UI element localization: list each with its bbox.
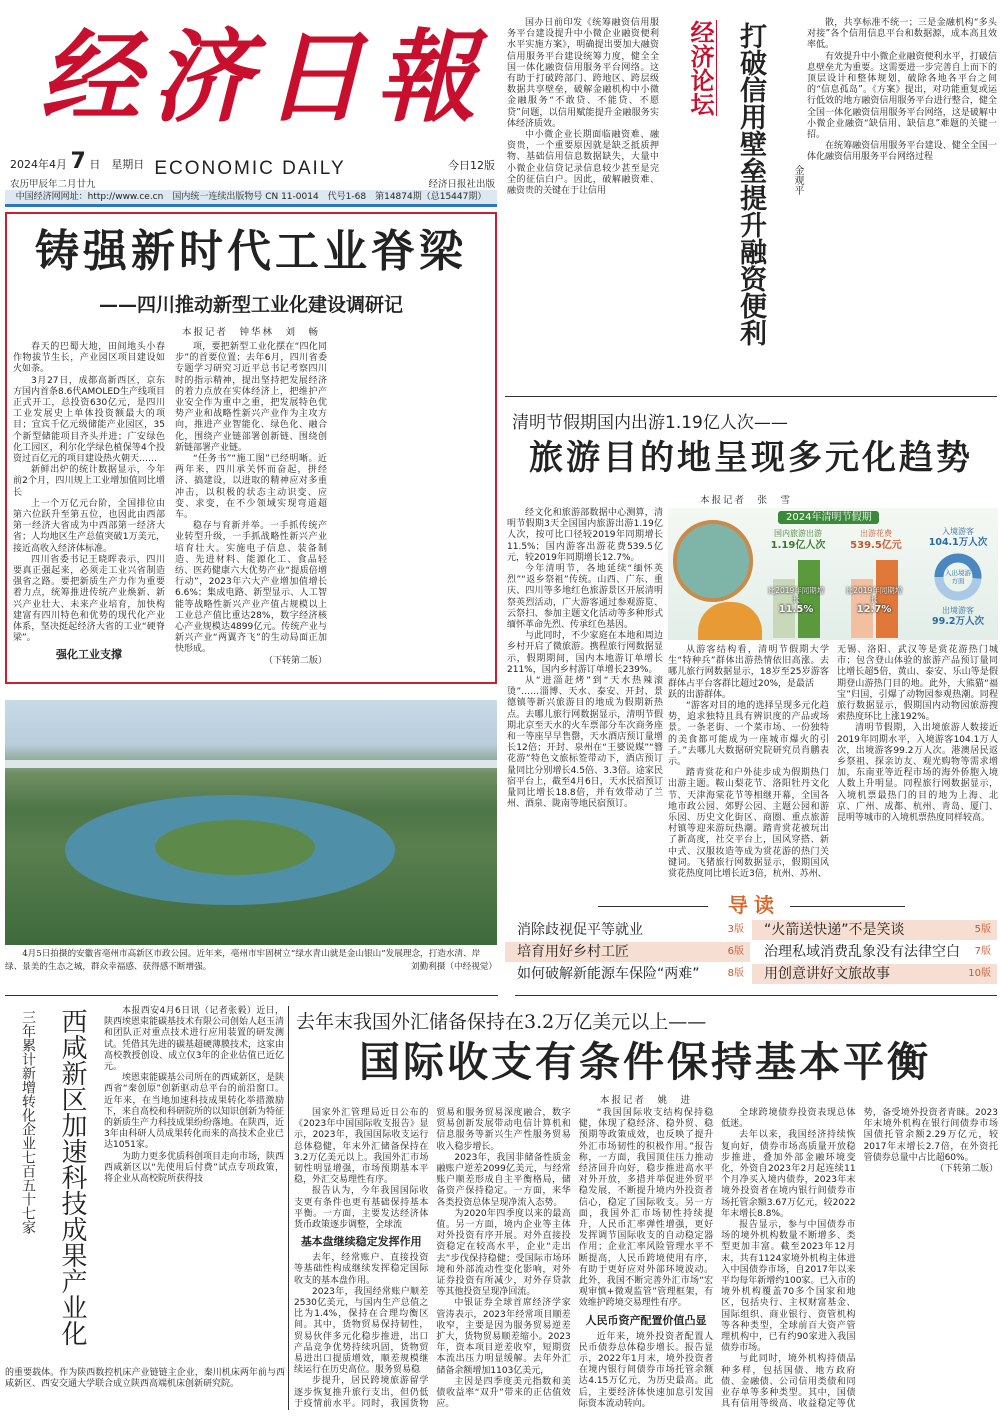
paragraph: 从游客结构看，清明节假期大学生“特种兵”群体出游热情依旧高涨。去哪儿旅行网数据显示，18岁至25岁游客群体占平台客群比超过20%，是最活 <box>668 645 829 689</box>
guide-item-page: 6版 <box>727 946 744 957</box>
column-tag: 经济论坛 <box>686 20 717 116</box>
paragraph: 四川省委书记王晓晖表示，四川要真正强起来，必须走工业兴省制造强省之路。要把新质生产力作为重要着力点，统筹推进传统产业焕新、新兴产业壮大、未来产业培育，加快构建富有四川特色和优势的现代化产业体系，坚决挺起经济大省的工业“硬脊梁”。 <box>13 554 165 644</box>
xixian-kicker: 三年累计新增转化企业七百五十七家 <box>20 1010 36 1234</box>
landscape-window-illustration <box>673 520 753 602</box>
lead-article <box>5 212 497 684</box>
outbound-label: 出境游客 <box>942 606 974 615</box>
tourism-columns-2-3 <box>668 645 998 890</box>
publisher: 经济日报社出版 <box>428 179 495 190</box>
tent-illustration <box>698 602 762 640</box>
date-suffix: 日 <box>89 158 101 171</box>
tourism-infographic <box>668 508 998 640</box>
growth-value: 12.7% <box>856 604 892 615</box>
spend-value: 539.5亿元 <box>850 540 902 551</box>
fx-byline: 本报记者 姚 进 <box>600 1095 693 1106</box>
guide-item-page: 3版 <box>727 924 744 935</box>
trips-growth <box>766 586 826 616</box>
guide-item-title: 用创意讲好文旅故事 <box>764 966 890 982</box>
paragraph: 报告认为，今年我国国际收支更有条件也更有基础保持基本平衡。一方面，主要发达经济体货币政策逐步调整，全球流 <box>294 1186 429 1231</box>
paragraph: 步提升，居民跨境旅游留学逐步恢复推升旅行支出，但仍低于疫情前水平。同时，我国货物贸易和服务贸易深度融合，数字贸易创新发展带动电信计算机和信息服务等新兴生产性服务贸易收入稳步增长。 <box>294 1108 571 1409</box>
growth-label: 比2019年同期增长 <box>845 586 903 604</box>
trips-label: 国内旅游出游 <box>774 529 822 538</box>
commentary-author: 金观平 <box>792 165 803 195</box>
commentary-headline[interactable]: 打破信用壁垒提升融资便利 <box>735 22 766 346</box>
continued-note[interactable]: （下转第二版） <box>934 1164 998 1175</box>
weekday: 星期日 <box>111 158 145 171</box>
outbound-stat <box>920 605 996 627</box>
guide-item-title: 如何破解新能源车保险“两难” <box>517 966 700 982</box>
paragraph: 与此同时，境外机构持债品种多样，包括国债、地方政府债、金融债、公司信用类债和同业存单等多种类型。其中，国债具有信用等级高、收益稳定等优势，备受境外投资者青睐。2023年末境外机构在银行间债券市场国债托管余额2.29万亿元，较2017年末增长2.7倍，在外资托管债券总量中占比超60%。 <box>721 1108 998 1410</box>
guide-item-title: “火箭送快递”不是笑谈 <box>764 922 905 938</box>
paragraph: 国办日前印发《统筹融资信用服务平台建设提升中小微企业融资便利水平实施方案》，明确提出要加大融资信用服务平台建设统筹力度，健全全国一体化融资信用服务平台网络。这有助于打破跨部门、跨地区、跨层级数据共享壁垒，破解金融机构中小微金融服务“不敢贷、不能贷、不愿贷”问题，以信用赋能提升金融服务实体经济质效。 <box>507 18 659 129</box>
guide-item-title: 消除歧视促平等就业 <box>517 922 643 938</box>
paragraph: 国家外汇管理局近日公布的《2023年中国国际收支报告》显示，2023年，我国国际收支运行总体稳健，年末外汇储备保持在3.2万亿美元以上。我国外汇市场韧性明显增强，市场预期基本平稳，外汇交易理性有序。 <box>294 1108 429 1186</box>
date-prefix: 2024年4月 <box>10 158 67 171</box>
guide-rule-right <box>790 906 905 907</box>
paragraph: 稳存与育新并举。一手抓传统产业转型升级，一手抓战略性新兴产业培育壮大。实施电子信息、装备制造、先进材料、能源化工、食品轻纺、医药健康六大优势产业“提质倍增行动”，2023年六大产业增加值增长6.6%；集成电路、新型显示、人工智能等战略性新兴产业产值占规模以上工业总产值比重达28%，数字经济核心产业规模达4899亿元。传统产业与新兴产业“两翼齐飞”的生动局面正加快形成。 <box>175 521 327 655</box>
paragraph: 3月27日，成都高新西区，京东方国内首条8.6代AMOLED生产线项目正式开工，总投资630亿元，是四川工业发展史上单体投资额最大的项目；宜宾千亿元级储能产业园区，35个新型储能项目齐头并进；广安绿色化工园区，利尔化学绿色植保等4个投资过百亿元的项目建设热火朝天…… <box>13 375 165 465</box>
growth-label: 比2019年同期增长 <box>767 586 825 604</box>
trips-value: 1.19亿人次 <box>770 540 826 551</box>
paragraph: 2023年，我国经常账户顺差2530亿美元，与国内生产总值之比为1.4%，保持在合理均衡区间。其中，货物贸易保持韧性，贸易伙伴多元化稳步推进，出口产品竞争优势持续巩固，货物贸易进出口提质增效，顺差规模继续运行在历史高位。服务贸易稳 <box>294 1286 429 1376</box>
paragraph: 从“进淄赶烤”到“天水热辣滚烫”……淄博、天水、泰安、开封、景德镇等新兴旅游目的地成为假期新热点。去哪儿旅行网数据显示，清明节假期北京至天水的火车票部分车次商务座和一等座早早售罄，天水酒店预订量增长12倍；开封、泉州在“王婆说媒”“簪花游”特色文旅标签带动下，酒店预订量同比分别增长4.5倍、3.3倍。途家民宿平台上，截至4月6日，天水民宿预订量同比增长18.8倍，并有效带动了兰州、酒泉、陇南等地民宿预订。 <box>507 676 663 810</box>
photo-credit: 刘勤利摄（中经视觉） <box>411 962 497 972</box>
guide-item-page: 5版 <box>974 924 991 935</box>
paragraph: 新鲜出炉的统计数据显示，今年前2个月，四川规上工业增加值同比增长 <box>13 465 165 498</box>
xixian-bottom-text <box>5 1368 285 1390</box>
road-shape <box>5 760 497 768</box>
paragraph: 有效提升中小微企业融资便利水平，打破信息壁垒尤为重要。这需要进一步完善自上而下的顶层设计和整体规划，破除各地各平台之间的“信息孤岛”。《方案》提出，对功能重复或运行低效的地方融资信用服务平台进行整合，健全全国一体化融资信用服务平台网络，这是破解中小微企业融资“缺信用、缺信息”难题的关键一招。 <box>807 51 997 141</box>
section-subhead: 强化工业支撑 <box>56 648 122 662</box>
donut-label: 入出境游方面 <box>945 569 971 585</box>
lead-headline[interactable]: 铸强新时代工业脊梁 <box>35 226 467 277</box>
continued-note[interactable]: （下转第二版） <box>263 655 327 666</box>
guide-item-page: 8版 <box>727 968 744 979</box>
guide-item-title: 培育用好乡村工匠 <box>517 944 629 960</box>
guide-item-title: 治理私域消费乱象没有法律空白 <box>764 944 960 960</box>
divider <box>515 995 997 996</box>
commentary-left-column <box>507 18 659 197</box>
inbound-stat <box>920 526 996 548</box>
caption-text: 4月5日拍摄的安徽省亳州市高新区市政公园。近年来，亳州市牢固树立“绿水青山就是金山银山”发展理念，打造水清、岸绿、景美的生态之城，群众幸福感、获得感不断增强。 <box>5 949 481 972</box>
english-title: ECONOMIC DAILY <box>154 158 346 179</box>
paragraph: 近年来，境外投资者配置人民币债券总体稳步增长。报告显示，2022年1月末，境外投资者在境内银行间债券市场托管余额达4.15万亿元，为历史最高。此后，主要经济体快速加息引发国际资本流动转向。 <box>578 1331 714 1409</box>
paragraph: “任务书”“施工图”已经明晰。近两年来，四川承关怀而奋起，拼经济、搞建设，以进取的精神应对多重冲击，以积极的状态主动识变、应变、求变，在不少领域实现弯道超车。 <box>175 454 327 521</box>
paragraph: 主因是四季度美元指数和美债收益率“双升”带来的正估值效应。 <box>436 1376 571 1410</box>
guide-item[interactable] <box>752 920 997 940</box>
divider <box>505 396 997 397</box>
guide-item[interactable] <box>505 920 750 940</box>
commentary-right-column <box>807 18 997 164</box>
paragraph: 经文化和旅游部数据中心测算，清明节假期3天全国国内旅游出游1.19亿人次，按可比口径较2019年同期增长11.5%；国内游客出游花费539.5亿元，较2019年同期增长12.7%。 <box>507 508 663 563</box>
tourism-byline: 本报记者 张 雪 <box>700 495 793 506</box>
lead-body <box>13 342 489 678</box>
park-photo <box>5 700 497 945</box>
growth-value: 11.5% <box>778 604 814 615</box>
paragraph: 2023年，我国非储备性质金融账户逆差2099亿美元，与经常账户顺差形成自主平衡格局，储备资产保持稳定。一方面，来华各类投资总体呈现净流入态势。 <box>436 1152 571 1208</box>
info-bar: 中国经济网网址：http://www.ce.cn 国内统一连续出版物号 CN 11-0014 代号1-68 第14874期（总15447期） <box>5 190 497 207</box>
paragraph: 踏青赏花和户外徒步成为假期热门出游主题。鞍山梨花节、洛阳牡丹文化节、天津海棠花节等相继开幕，全国各地市政公园、郊野公园、主题公园和游乐园、历史文化街区、商圈、重点旅游村镇等迎来游玩热潮。踏青赏花被玩出了新高度，社交平台上，国风穿搭、新中式、汉服妆造等成为赏花游的热门关键词。飞猪旅行网数据显示，假期国风赏花热度同比增长近3倍，杭州、苏州、 <box>668 768 829 880</box>
paragraph: “游客对目的地的选择呈现多元化趋势，追求独特且具有辨识度的产品或场景。一条老街、一个菜市场、一份独特的美食都可能成为一座城市爆火的引子。”去哪儿大数据研究院研究员肖鹏表示。 <box>668 701 829 768</box>
trips-stat <box>760 528 836 552</box>
paragraph: 上一个万亿元台阶，全国排位由第六位跃升至第五位，也因此由西部第一经济大省成为中西部第一经济大省；人均地区生产总值突破1万美元，接近高收入经济体标准。 <box>13 498 165 554</box>
paragraph: 清明节假期，入出境旅游人数接近2019年同期水平，入境游客104.1万人次，出境游客99.2万人次。港澳居民返乡祭祖、探亲访友、观光购物等需求增加，东南亚等近程市场的海外侨胞入境人数上升明显。同程旅行网数据显示，入境机票最热门的目的地为上海、北京、广州、成都、杭州、青岛、厦门、昆明等城市的入境机票热度同样较高。 <box>837 723 998 824</box>
paragraph: 项，要把新型工业化摆在“四化同步”的首要位置；去年6月，四川省委专题学习研究习近平总书记考察四川时的指示精神，提出坚持把发展经济的着力点放在实体经济上，把维护产业安全作为重中之重，把发展特色优势产业和战略性新兴产业作为主攻方向，推进产业智能化、绿色化、融合化，围绕产业链部署创新链、围绕创新链部署产业链。 <box>175 342 327 453</box>
photo-caption <box>5 948 497 974</box>
paragraph: 今年清明节，各地延续“缅怀英烈”“返乡祭祖”传统。山西、广东、重庆、四川等多地红色旅游景区开展清明祭英烈活动，广大游客通过参观游览、云祭扫、参加主题文化活动等多种形式缅怀革命先烈、传承红色基因。 <box>507 564 663 631</box>
tourism-headline[interactable]: 旅游目的地呈现多元化趋势 <box>529 438 973 478</box>
inbound-value: 104.1万人次 <box>928 537 988 548</box>
paragraph: “我国国际收支结构保持稳健，体现了稳经济、稳外贸、稳预期等政策成效，也反映了提升外汇市场韧性的积极作用。”报告称，一方面，我国顶住压力推动经济回升向好，稳步推进高水平对外开放，多措并举促进外贸平稳发展，不断提升境内外投资者信心，稳定了国际收支。另一方面，我国外汇市场韧性持续提升，人民币汇率弹性增强，更好发挥调节国际收支的自动稳定器作用；企业汇率风险管理水平不断提高，人民币跨境使用有序，有助于更好应对外部环境波动。此外，我国不断完善外汇市场“宏观审慎+微观监管”管理框架，有效维护跨境交易理性有序。 <box>578 1108 714 1309</box>
paragraph: 中银证券全球首席经济学家管涛表示，2023年经常项目顺差收窄，主要是因为服务贸易逆差扩大，货物贸易顺差缩小。2023年，资本项目逆差收窄，短期资本流出压力明显缓解。去年外汇储备余额增加1103亿美元， <box>436 1298 571 1376</box>
divider <box>5 995 498 996</box>
guide-rule-left <box>598 906 708 907</box>
newspaper-logo: 经济日報 <box>40 18 488 136</box>
paragraph: 全球跨境债券投资表现总体低迷。 <box>721 1108 856 1130</box>
lead-subtitle: ——四川推动新型工业化建设调研记 <box>98 294 403 316</box>
spend-stat <box>838 528 914 552</box>
paragraph: 春天的巴蜀大地，田间地头小春作物拔节生长，产业园区项目建设如火如荼。 <box>13 342 165 375</box>
paragraph: 为助力更多优质科创项目走向市场，陕西西咸新区以“先使用后付费”试点专项政策，将企业从高校院所获得技 <box>104 1151 285 1185</box>
guide-title: 导读 <box>728 893 780 917</box>
guide-item[interactable] <box>752 942 997 962</box>
paragraph: 为2020年四季度以来的最高值。另一方面，境内企业等主体对外投资有序开展。对外直接投资稳定在较高水平，企业“走出去”步伐保持稳健；受国际市场环境和外部流动性变化影响，对外证券投资有所减少，对外存贷款等其他投资呈现净回流。 <box>436 1208 571 1298</box>
lead-byline: 本报记者 钟华林 刘 畅 <box>181 327 320 338</box>
inbound-label: 入境游客 <box>942 527 974 536</box>
paragraph: 与此同时，不少家庭在本地和周边乡村开启了微旅游。携程旅行网数据显示，假期期间，国内本地游订单增长211%，国内乡村游订单增长239%。 <box>507 631 663 675</box>
paragraph: 跃的出游群体。 <box>668 689 732 700</box>
paragraph: 去年以来，我国经济持续恢复向好，债券市场高质量开放稳步推进，叠加外部金融环境变化，外资自2023年2月起连续11个月净买入境内债券，2023年末境外投资者在境内银行间债券市场托管余额3.67万亿元，较2022年末增长8.8%。 <box>721 1130 856 1219</box>
xixian-column <box>104 1006 284 1185</box>
guide-item-page: 7版 <box>974 946 991 957</box>
paragraph: 散，共享标准不统一；三是金融机构“多头对接”各个信用信息平台和数据源，成本高且效率低。 <box>807 18 997 51</box>
tourism-column-1 <box>507 508 663 810</box>
lunar-date: 农历甲辰年二月廿九 <box>10 179 96 190</box>
page-count: 今日12版 <box>448 159 495 172</box>
paragraph: 的重要载体。作为陕西数控机床产业链链主企业，秦川机床两年前与西咸新区、西安交通大学联合成立陕西高端机床创新研究院。 <box>5 1368 285 1390</box>
guide-item[interactable] <box>505 964 750 984</box>
paragraph: 报告显示，参与中国债券市场的境外机构数量不断增多、类型更加丰富。截至2023年12月末，共有1124家境外机构主体进入中国债券市场，自2017年以来平均每年新增约100家。已入市的境外机构覆盖70多个国家和地区，包括央行、主权财富基金、国际组织、商业银行、资管机构等各种类型，全球前百大资产管理机构中，已有约90家进入我国债券市场。 <box>721 1220 856 1354</box>
section-subhead: 人民币资产配置价值凸显 <box>585 1313 707 1327</box>
infographic-banner: 2024年清明节假期 <box>778 511 879 524</box>
paragraph: 中小微企业长期面临融资难、融资贵，一个重要原因就是缺乏抵质押物、基础信用信息数据缺失，大量中小微企业信贷记录信息较少甚至是完全的征信白户。因此，破解融资难、融资贵的关键在于让信用 <box>507 130 659 197</box>
section-subhead: 基本盘继续稳定发挥作用 <box>300 1235 422 1249</box>
paragraph: 在统筹融资信用服务平台建设、健全全国一体化融资信用服务平台网络过程 <box>807 141 997 163</box>
paragraph: 埃恩束能碳基公司所在的西咸新区，是陕西省“秦创原”创新驱动总平台的前沿窗口。近年来，在当地加速科技成果转化举措激励下，来自高校和科研院所的以知识创新为特征的新质生产力科技成果纷纷落地。在陕西，近3年由科研人员成果转化而来的高技术企业已达1051家。 <box>104 1073 285 1151</box>
spend-growth <box>844 586 904 616</box>
tourism-kicker: 清明节假期国内出游1.19亿人次—— <box>512 413 788 433</box>
outbound-value: 99.2万人次 <box>932 616 984 627</box>
guide-item-page: 10版 <box>968 968 991 979</box>
date-day: 7 <box>70 149 86 174</box>
guide-item[interactable] <box>752 964 997 984</box>
spend-label: 出游花费 <box>860 529 892 538</box>
paragraph: 去年，经常账户、直接投资等基础性构成继续发挥稳定国际收支的基本盘作用。 <box>294 1253 429 1286</box>
paragraph: 无锡、洛阳、武汉等是赏花游热门城市；包含登山体验的旅游产品预订量同比增长超5倍，黄山、泰安、乐山等是假期登山游热门目的地。此外，大熊猫“福宝”归国，引爆了动物园参观热潮。同程旅行数据显示，假期国内动物园旅游搜索热度环比上涨192%。 <box>837 645 998 723</box>
guide-item[interactable] <box>505 942 750 962</box>
column-divider <box>288 1006 289 1410</box>
fx-headline[interactable]: 国际收支有条件保持基本平衡 <box>359 1038 931 1086</box>
paragraph: 本报西安4月6日讯（记者张毅）近日，陕西埃恩束能碳基技术有限公司创始人赵玉清和团队正对重点技术进行应用装置的研发测试。凭借其先进的碳基超硬薄膜技术，这家由高校教授创设、成立仅3年的企业估值已近亿元。 <box>104 1006 285 1073</box>
fx-kicker: 去年末我国外汇储备保持在3.2万亿美元以上—— <box>296 1011 707 1033</box>
island-shape <box>155 820 315 875</box>
xixian-headline[interactable]: 西咸新区加速科技成果产业化 <box>57 1008 87 1346</box>
fx-body <box>294 1108 998 1412</box>
